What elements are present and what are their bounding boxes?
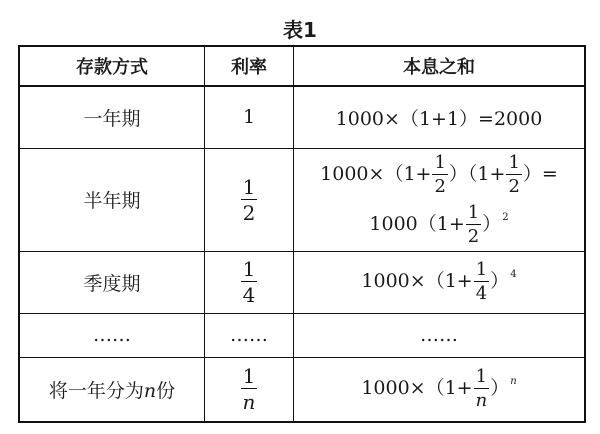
sum-fraction [474,368,490,410]
sum-formula-line-1 [294,151,584,197]
fraction-denominator: 2 [434,175,446,197]
table-row [19,148,585,251]
table-row [19,357,585,422]
fraction-denominator: 4 [475,283,488,304]
formula-text: ） [490,377,510,400]
method-cell: 半年期 [19,148,205,251]
sum-fraction [432,151,447,197]
rate-cell [205,357,294,422]
rate-fraction [241,259,258,305]
formula-text: 1000×（1+ [320,162,432,185]
table-row [19,251,585,313]
rate-cell: 1 [205,86,294,148]
fraction-denominator: n [242,390,256,415]
sum-fraction [466,201,481,247]
sum-cell [294,148,586,251]
header-method: 存款方式 [19,46,205,86]
fraction-numerator: 1 [508,151,520,173]
fraction-numerator: 1 [242,364,256,389]
formula-text: ）（1+ [448,162,506,185]
method-variable: n [143,379,157,402]
rate-cell [205,148,294,251]
table-caption: 表1 [283,18,317,42]
table-row [19,86,585,148]
rate-fraction [241,174,258,225]
rate-cell [205,251,294,313]
deposit-table [18,45,586,423]
header-sum: 本息之和 [294,46,586,86]
formula-text: ） [490,270,510,292]
sum-fraction [474,261,489,303]
sum-fraction [506,151,521,197]
formula-text: ）= [522,162,558,185]
rate-fraction [241,364,258,415]
fraction-numerator: 1 [467,201,480,223]
method-cell [19,357,205,422]
table-header-row [19,46,585,86]
method-cell: 一年期 [19,86,205,148]
sum-cell [294,357,586,422]
header-rate: 利率 [205,46,294,86]
formula-text: 1000×（1+ [361,377,473,400]
exponent: 4 [510,269,517,280]
formula-text: ） [482,212,502,235]
method-text: 将一年分为 [48,379,144,402]
fraction-numerator: 1 [475,366,488,388]
fraction-numerator: 1 [242,174,256,199]
fraction-denominator: 2 [508,175,520,197]
exponent: 2 [502,211,509,223]
fraction-numerator: 1 [434,151,446,173]
rate-cell: …… [205,313,294,357]
fraction-denominator: 2 [242,200,256,225]
formula-text: 1000×（1+ [361,270,473,292]
sum-cell: 1000×（1+1）=2000 [294,86,586,148]
fraction-denominator: n [475,390,488,412]
fraction-denominator: 2 [467,225,480,247]
method-cell: …… [19,313,205,357]
method-cell: 季度期 [19,251,205,313]
table-row [19,313,585,357]
sum-cell [294,251,586,313]
sum-formula-line-2 [294,201,584,247]
method-unit: 份 [156,379,176,402]
formula-text: 1000（1+ [369,212,465,235]
exponent: n [510,376,517,388]
sum-cell: …… [294,313,586,357]
fraction-denominator: 4 [242,283,256,307]
fraction-numerator: 1 [475,259,488,280]
fraction-numerator: 1 [242,257,256,281]
